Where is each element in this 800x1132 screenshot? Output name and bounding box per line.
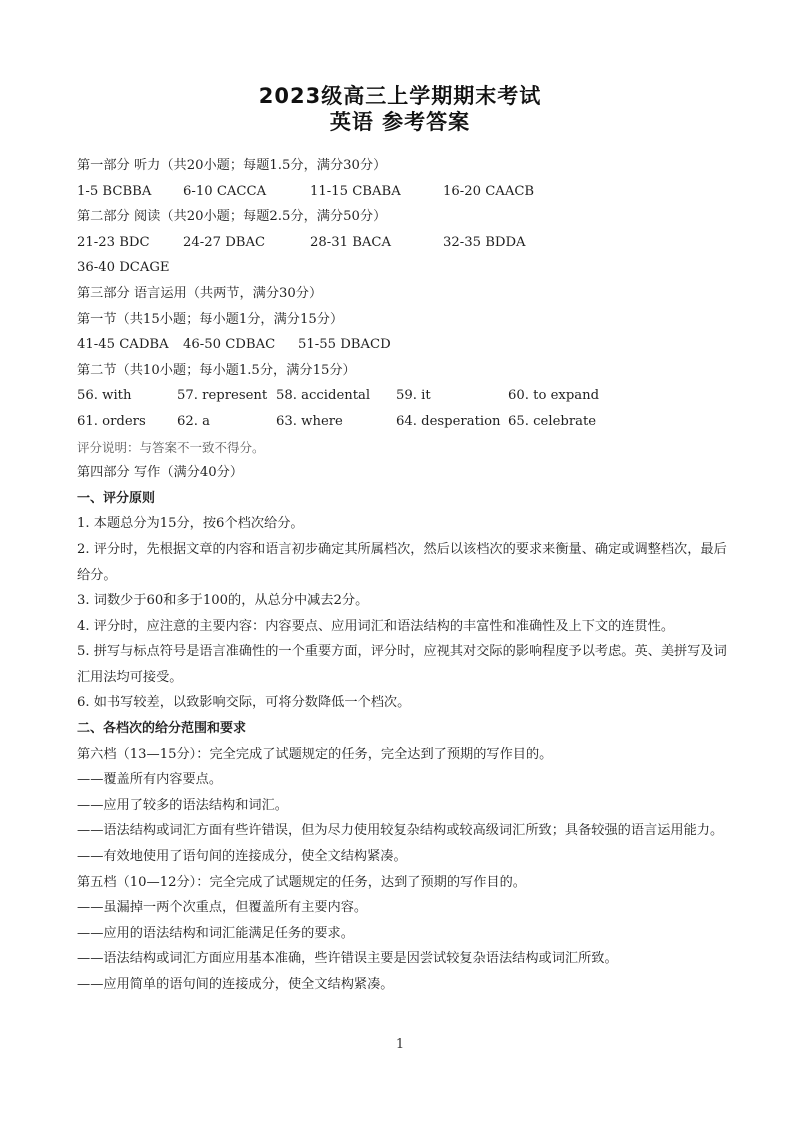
answer-group: 28-31 BACA [310,234,392,250]
answer-item: 59. it [396,388,431,404]
answer-item: 64. desperation [396,413,501,429]
part3-section1-heading: 第一节（共15小题；每小题1分，满分15分） [77,311,344,327]
answer-body [77,153,727,998]
principles-heading: 一、评分原则 [77,490,156,506]
answer-group: 36-40 DCAGE [77,260,170,276]
principle-item: 2. 评分时，先根据文章的内容和语言初步确定其所属档次，然后以该档次的要求来衡量、确定或调整档次，最后给分。 [77,541,727,583]
level-item: ——语法结构或词汇方面应用基本准确，些许错误主要是因尝试较复杂语法结构或词汇所致。 [77,951,618,967]
answer-item: 61. orders [77,413,146,429]
answer-group: 11-15 CBABA [310,183,401,199]
part3-section2-heading: 第二节（共10小题；每小题1.5分，满分15分） [77,362,356,378]
part4-heading: 第四部分 写作（满分40分） [77,465,244,481]
level-item: ——覆盖所有内容要点。 [77,772,223,788]
principle-item: 6. 如书写较差，以致影响交际，可将分数降低一个档次。 [77,695,411,711]
answer-group: 32-35 BDDA [443,234,526,250]
page-number: 1 [395,1037,405,1052]
answer-item: 56. with [77,388,132,404]
level-item: ——应用简单的语句间的连接成分，使全文结构紧凑。 [77,977,394,992]
exam-subtitle: 英语 参考答案 [329,110,471,134]
level-item: ——应用了较多的语法结构和词汇。 [77,797,288,813]
principle-item: 3. 词数少于60和多于100的，从总分中减去2分。 [77,593,369,609]
part1-answers [77,179,727,205]
part3-section2-row2 [77,409,727,435]
answer-group: 21-23 BDC [77,234,150,250]
answer-item: 60. to expand [508,388,600,404]
answer-group: 6-10 CACCA [183,183,267,199]
level-item: ——语法结构或词汇方面有些许错误，但为尽力使用较复杂结构或较高级词汇所致；具备较强的语言运用能力。 [77,823,724,839]
part3-section1-answers [77,332,727,358]
answer-group: 46-50 CDBAC [183,337,276,353]
levels-heading: 二、各档次的给分范围和要求 [77,721,247,737]
level5-heading: 第五档（10—12分）：完全完成了试题规定的任务，达到了预期的写作目的。 [77,874,526,890]
answer-item: 57. represent [177,388,268,404]
part2-heading: 第二部分 阅读（共20小题；每题2.5分，满分50分） [77,209,387,225]
principle-item: 1. 本题总分为15分，按6个档次给分。 [77,516,304,532]
answer-group: 1-5 BCBBA [77,183,152,199]
answer-group: 51-55 DBACD [298,337,391,353]
part2-answers [77,230,727,256]
answer-group: 24-27 DBAC [183,234,266,250]
part3-heading: 第三部分 语言运用（共两节，满分30分） [77,285,323,301]
answer-item: 63. where [276,413,343,429]
level-item: ——虽漏掉一两个次重点，但覆盖所有主要内容。 [77,900,368,916]
part3-section2-row1 [77,383,727,409]
principle-item: 4. 评分时，应注意的主要内容：内容要点、应用词汇和语法结构的丰富性和准确性及上下文的连贯性。 [77,618,675,634]
scoring-note: 评分说明：与答案不一致不得分。 [77,439,265,455]
level-item: ——有效地使用了语句间的连接成分，使全文结构紧凑。 [77,849,407,865]
answer-item: 65. celebrate [508,413,597,429]
answer-group: 41-45 CADBA [77,337,169,353]
answer-item: 58. accidental [276,388,371,404]
principle-item: 5. 拼写与标点符号是语言准确性的一个重要方面，评分时，应视其对交际的影响程度予以考虑。英、美拼写及词汇用法均可接受。 [77,644,727,685]
answer-item: 62. a [177,413,211,429]
part1-heading: 第一部分 听力（共20小题；每题1.5分，满分30分） [77,158,387,173]
exam-title: 2023级高三上学期期末考试 [258,84,542,108]
level6-heading: 第六档（13—15分）：完全完成了试题规定的任务，完全达到了预期的写作目的。 [77,746,553,762]
answer-group: 16-20 CAACB [443,183,535,199]
level-item: ——应用的语法结构和词汇能满足任务的要求。 [77,925,354,941]
part2-answers-2 [77,255,727,281]
